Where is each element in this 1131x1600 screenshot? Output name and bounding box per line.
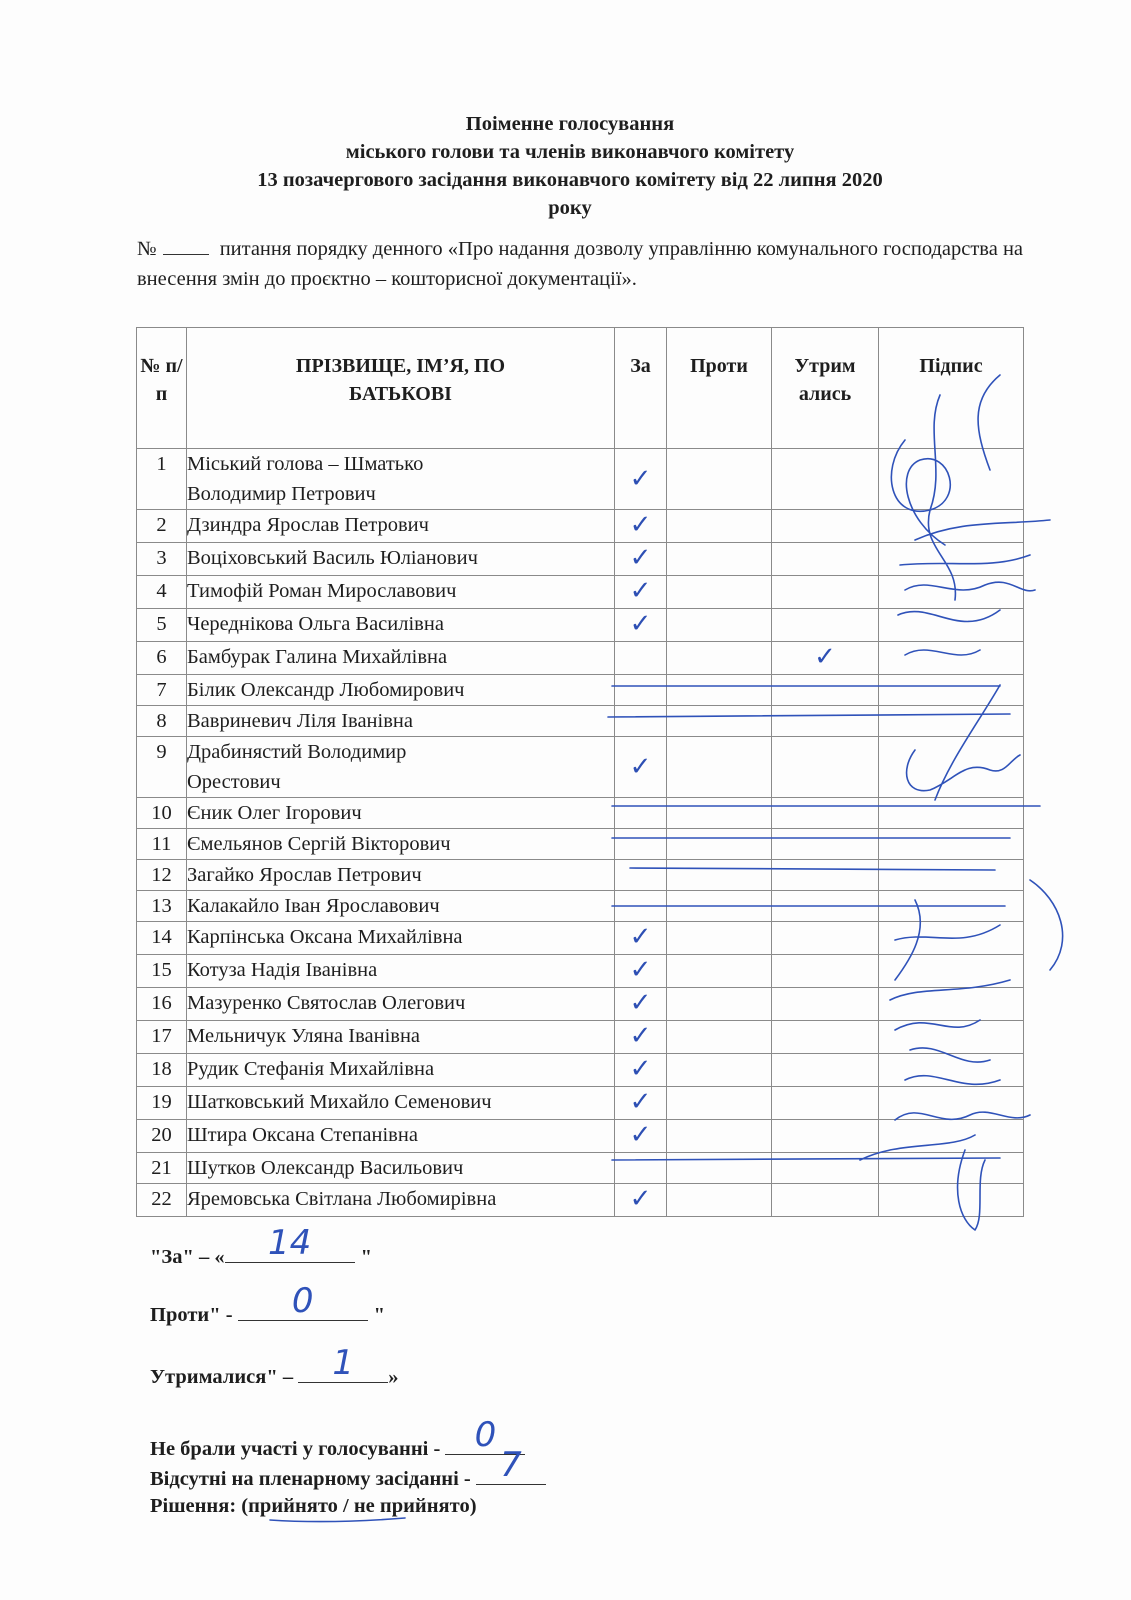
check-mark-icon: ✓: [629, 988, 652, 1018]
vote-cell-for: [615, 922, 667, 955]
signature-cell: [879, 706, 1024, 737]
member-name: [187, 829, 615, 860]
vote-cell-against: [667, 1087, 772, 1120]
vote-cell-abstained: [772, 449, 879, 510]
member-name: [187, 1184, 615, 1217]
column-header-abstained: Утрим ались: [772, 328, 879, 449]
member-name: [187, 675, 615, 706]
tally-for-label: "За" – «: [150, 1246, 225, 1268]
signature-cell: [879, 609, 1024, 642]
row-number: 20: [137, 1120, 187, 1153]
decision-label: Рішення:: [150, 1495, 237, 1517]
vote-cell-against: [667, 829, 772, 860]
agenda-number-blank: [163, 238, 209, 255]
check-mark-icon: ✓: [629, 1087, 652, 1117]
vote-cell-abstained: [772, 860, 879, 891]
table-row: [137, 1153, 1024, 1184]
vote-cell-abstained: [772, 1054, 879, 1087]
signature-cell: [879, 1087, 1024, 1120]
vote-cell-for: [615, 860, 667, 891]
member-name: [187, 1153, 615, 1184]
tally-against: [150, 1281, 386, 1329]
member-name-line: Вавриневич Ліля Іванівна: [187, 710, 413, 732]
decision-not-adopted: / не прийнято): [343, 1495, 477, 1517]
vote-cell-abstained: [772, 1184, 879, 1217]
table-row: [137, 449, 1024, 510]
check-mark-icon: ✓: [629, 609, 652, 639]
vote-cell-for: [615, 988, 667, 1021]
member-name: [187, 510, 615, 543]
row-number: 9: [137, 737, 187, 798]
vote-cell-for: [615, 798, 667, 829]
tally-absent-blank: [476, 1445, 546, 1485]
check-mark-icon: ✓: [629, 1054, 652, 1084]
check-mark-icon: ✓: [629, 464, 652, 494]
vote-cell-against: [667, 955, 772, 988]
member-name-line: Калакайло Іван Ярославович: [187, 895, 440, 917]
check-mark-icon: ✓: [629, 510, 652, 540]
column-header-name: ПРІЗВИЩЕ, ІМ’Я, ПО БАТЬКОВІ: [187, 328, 615, 449]
vote-cell-abstained: [772, 922, 879, 955]
check-mark-icon: ✓: [629, 955, 652, 985]
column-header-for: За: [615, 328, 667, 449]
row-number: 21: [137, 1153, 187, 1184]
signature-cell: [879, 955, 1024, 988]
member-name-line: Карпінська Оксана Михайлівна: [187, 926, 463, 948]
vote-cell-against: [667, 1153, 772, 1184]
row-number: 7: [137, 675, 187, 706]
row-number: 5: [137, 609, 187, 642]
signature-cell: [879, 642, 1024, 675]
member-name: [187, 1021, 615, 1054]
signature-cell: [879, 860, 1024, 891]
table-row: [137, 1120, 1024, 1153]
vote-cell-for: [615, 1184, 667, 1217]
table-row: [137, 1054, 1024, 1087]
tally-absent-value: 7: [500, 1445, 522, 1485]
table-row: [137, 922, 1024, 955]
signature-cell: [879, 1153, 1024, 1184]
table-row: [137, 1087, 1024, 1120]
vote-cell-against: [667, 737, 772, 798]
agenda-text: питання порядку денного «Про надання дозволу управлінню комунального господарства на внесення змін до проєктно – кошторисної документації».: [137, 238, 1024, 290]
row-number: 19: [137, 1087, 187, 1120]
vote-cell-for: [615, 1153, 667, 1184]
check-mark-icon: ✓: [629, 922, 652, 952]
vote-cell-abstained: [772, 576, 879, 609]
member-name: [187, 922, 615, 955]
vote-cell-abstained: [772, 642, 879, 675]
tally-abstained-value: 1: [332, 1343, 355, 1383]
tally-against-close: ": [373, 1304, 386, 1326]
member-name-line: Володимир Петрович: [187, 483, 376, 505]
vote-cell-against: [667, 988, 772, 1021]
decision-open: (: [241, 1495, 249, 1517]
signature-cell: [879, 798, 1024, 829]
tally-not-participating-label: Не брали участі у голосуванні -: [150, 1438, 441, 1460]
check-mark-icon: ✓: [814, 642, 836, 672]
vote-cell-against: [667, 1021, 772, 1054]
row-number: 1: [137, 449, 187, 510]
tally-for-value: 14: [267, 1223, 312, 1263]
table-row: [137, 1021, 1024, 1054]
vote-cell-against: [667, 798, 772, 829]
signature-cell: [879, 737, 1024, 798]
header-session: 13 позачергового засідання виконавчого комітету від 22 липня 2020: [257, 169, 883, 191]
member-name: [187, 860, 615, 891]
member-name-line: Драбинястий Володимир: [187, 741, 407, 763]
vote-cell-abstained: [772, 798, 879, 829]
member-name: [187, 576, 615, 609]
vote-cell-abstained: [772, 609, 879, 642]
table-row: [137, 829, 1024, 860]
member-name-line: Бамбурак Галина Михайлівна: [187, 646, 448, 668]
member-name-line: Орестович: [187, 771, 281, 793]
vote-cell-for: [615, 737, 667, 798]
table-row: [137, 860, 1024, 891]
member-name: [187, 1087, 615, 1120]
vote-cell-abstained: [772, 737, 879, 798]
signature-cell: [879, 1021, 1024, 1054]
table-row: [137, 955, 1024, 988]
header-title: Поіменне голосування: [465, 113, 675, 135]
row-number: 15: [137, 955, 187, 988]
tally-not-participating-value: 0: [474, 1415, 497, 1455]
member-name-line: Котуза Надія Іванівна: [187, 959, 378, 981]
signature-cell: [879, 1120, 1024, 1153]
member-name: [187, 1120, 615, 1153]
vote-cell-for: [615, 1120, 667, 1153]
header-year: року: [548, 197, 592, 219]
member-name-line: Мазуренко Святослав Олегович: [187, 992, 466, 1014]
table-row: [137, 1184, 1024, 1217]
member-name: [187, 798, 615, 829]
member-name: [187, 706, 615, 737]
vote-cell-for: [615, 1021, 667, 1054]
tally-abstained: [150, 1343, 399, 1391]
vote-cell-for: [615, 642, 667, 675]
column-header-number: № п/п: [137, 328, 187, 449]
member-name: [187, 737, 615, 798]
vote-cell-abstained: [772, 829, 879, 860]
member-name: [187, 1054, 615, 1087]
row-number: 2: [137, 510, 187, 543]
tally-for-close: ": [360, 1246, 372, 1268]
vote-cell-against: [667, 1184, 772, 1217]
table-row: [137, 675, 1024, 706]
vote-cell-against: [667, 891, 772, 922]
tally-abstained-close: »: [388, 1366, 399, 1388]
member-name-line: Воціховський Василь Юліанович: [187, 547, 478, 569]
vote-cell-against: [667, 609, 772, 642]
signature-cell: [879, 829, 1024, 860]
vote-cell-for: [615, 576, 667, 609]
vote-cell-for: [615, 609, 667, 642]
tally-absent-label: Відсутні на пленарному засіданні -: [150, 1468, 471, 1490]
signature-cell: [879, 675, 1024, 706]
check-mark-icon: ✓: [629, 1120, 652, 1150]
check-mark-icon: ✓: [629, 1021, 652, 1051]
table-row: [137, 510, 1024, 543]
member-name: [187, 988, 615, 1021]
check-mark-icon: ✓: [629, 1184, 652, 1214]
column-header-signature: Підпис: [879, 328, 1024, 449]
member-name-line: Білик Олександр Любомирович: [187, 679, 465, 701]
check-mark-icon: ✓: [629, 752, 652, 782]
vote-cell-for: [615, 1087, 667, 1120]
member-name: [187, 449, 615, 510]
vote-cell-against: [667, 675, 772, 706]
vote-cell-against: [667, 642, 772, 675]
row-number: 18: [137, 1054, 187, 1087]
table-row: [137, 798, 1024, 829]
signature-cell: [879, 449, 1024, 510]
table-row: [137, 891, 1024, 922]
vote-cell-abstained: [772, 1087, 879, 1120]
vote-cell-for: [615, 1054, 667, 1087]
member-name-line: Загайко Ярослав Петрович: [187, 864, 422, 886]
row-number: 10: [137, 798, 187, 829]
decision-line: [150, 1492, 477, 1520]
signature-cell: [879, 510, 1024, 543]
tally-against-blank: [238, 1281, 368, 1321]
vote-cell-abstained: [772, 1120, 879, 1153]
row-number: 16: [137, 988, 187, 1021]
table-row: [137, 988, 1024, 1021]
vote-cell-abstained: [772, 988, 879, 1021]
tally-against-label: Проти" -: [150, 1304, 233, 1326]
vote-cell-against: [667, 1054, 772, 1087]
vote-cell-abstained: [772, 891, 879, 922]
vote-cell-against: [667, 449, 772, 510]
vote-cell-abstained: [772, 675, 879, 706]
member-name: [187, 543, 615, 576]
vote-cell-for: [615, 829, 667, 860]
row-number: 13: [137, 891, 187, 922]
table-row: [137, 543, 1024, 576]
vote-cell-for: [615, 449, 667, 510]
row-number: 6: [137, 642, 187, 675]
member-name-line: Рудик Стефанія Михайлівна: [187, 1058, 435, 1080]
vote-cell-against: [667, 922, 772, 955]
signature-cell: [879, 922, 1024, 955]
signature-cell: [879, 543, 1024, 576]
member-name-line: Череднікова Ольга Василівна: [187, 613, 444, 635]
member-name: [187, 955, 615, 988]
tally-not-participating: [150, 1415, 525, 1463]
row-number: 22: [137, 1184, 187, 1217]
row-number: 11: [137, 829, 187, 860]
member-name-line: Тимофій Роман Мирославович: [187, 580, 457, 602]
vote-cell-for: [615, 891, 667, 922]
column-header-against: Проти: [667, 328, 772, 449]
vote-cell-for: [615, 706, 667, 737]
member-name: [187, 891, 615, 922]
table-header-row: [137, 328, 1024, 449]
vote-cell-for: [615, 675, 667, 706]
vote-cell-abstained: [772, 1021, 879, 1054]
member-name-line: Мельничук Уляна Іванівна: [187, 1025, 421, 1047]
signature-cell: [879, 988, 1024, 1021]
member-name-line: Штира Оксана Степанівна: [187, 1124, 418, 1146]
member-name-line: Ємельянов Сергій Вікторович: [187, 833, 451, 855]
row-number: 12: [137, 860, 187, 891]
table-row: [137, 737, 1024, 798]
decision-adopted: прийнято: [248, 1495, 338, 1517]
check-mark-icon: ✓: [629, 576, 652, 606]
member-name-line: Яремовська Світлана Любомирівна: [187, 1188, 497, 1210]
vote-cell-against: [667, 510, 772, 543]
member-name: [187, 642, 615, 675]
vote-cell-abstained: [772, 510, 879, 543]
signature-cell: [879, 1054, 1024, 1087]
row-number: 3: [137, 543, 187, 576]
member-name: [187, 609, 615, 642]
member-name-line: Шутков Олександр Васильович: [187, 1157, 464, 1179]
vote-cell-for: [615, 510, 667, 543]
row-number: 17: [137, 1021, 187, 1054]
vote-cell-against: [667, 860, 772, 891]
vote-cell-against: [667, 706, 772, 737]
header-subtitle: міського голови та членів виконавчого комітету: [345, 141, 795, 163]
vote-cell-abstained: [772, 706, 879, 737]
table-row: [137, 642, 1024, 675]
tally-abstained-label: Утрималися" –: [150, 1366, 294, 1388]
vote-cell-for: [615, 955, 667, 988]
agenda-number-sign: №: [137, 238, 157, 260]
vote-cell-for: [615, 543, 667, 576]
member-name-line: Єник Олег Ігорович: [187, 802, 362, 824]
row-number: 4: [137, 576, 187, 609]
vote-cell-abstained: [772, 1153, 879, 1184]
tally-for: [150, 1223, 372, 1271]
table-row: [137, 576, 1024, 609]
signature-cell: [879, 891, 1024, 922]
roll-call-table: [136, 327, 1024, 1217]
tally-against-value: 0: [291, 1281, 314, 1321]
vote-cell-against: [667, 543, 772, 576]
tally-abstained-blank: [298, 1343, 388, 1383]
row-number: 14: [137, 922, 187, 955]
table-row: [137, 706, 1024, 737]
member-name-line: Шатковський Михайло Семенович: [187, 1091, 492, 1113]
check-mark-icon: ✓: [629, 543, 652, 573]
vote-cell-against: [667, 576, 772, 609]
agenda-item: [137, 234, 1023, 294]
table-row: [137, 609, 1024, 642]
document-header: [120, 110, 1020, 222]
vote-cell-against: [667, 1120, 772, 1153]
tally-for-blank: [225, 1223, 355, 1263]
vote-cell-abstained: [772, 543, 879, 576]
member-name-line: Міський голова – Шматько: [187, 453, 424, 475]
row-number: 8: [137, 706, 187, 737]
vote-cell-abstained: [772, 955, 879, 988]
signature-cell: [879, 1184, 1024, 1217]
signature-cell: [879, 576, 1024, 609]
member-name-line: Дзиндра Ярослав Петрович: [187, 514, 429, 536]
